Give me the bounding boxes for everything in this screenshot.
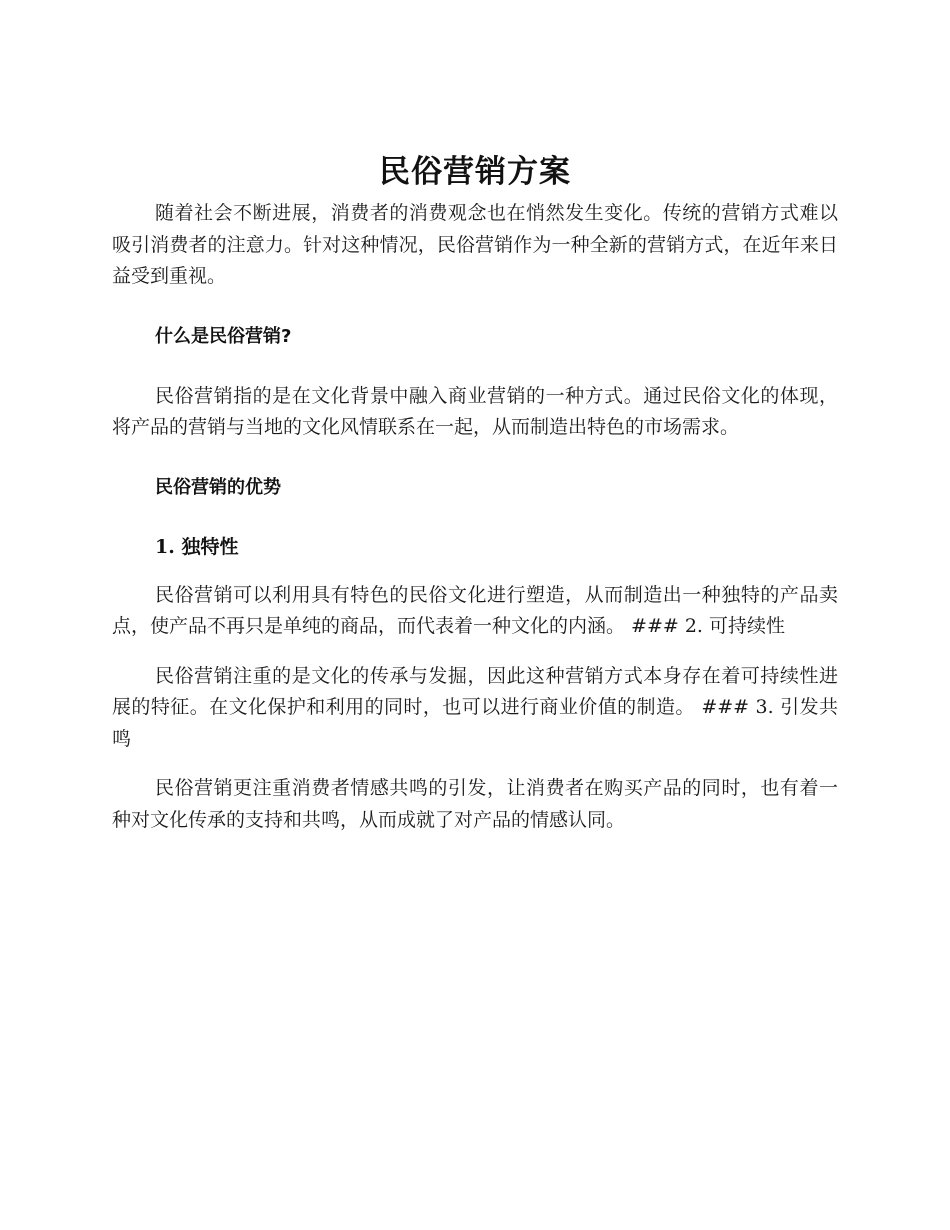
point1-heading: 1. 独特性	[155, 535, 239, 558]
point1-paragraph: 民俗营销可以利用具有特色的民俗文化进行塑造，从而制造出一种独特的产品卖点，使产品不再只是单纯的商品，而代表着一种文化的内涵。 ### 2. 可持续性	[112, 583, 838, 637]
document-title: 民俗营销方案	[379, 154, 571, 190]
point3-paragraph: 民俗营销更注重消费者情感共鸣的引发，让消费者在购买产品的同时，也有着一种对文化传承的支持和共鸣，从而成就了对产品的情感认同。	[112, 777, 838, 831]
document-page	[112, 148, 838, 836]
section-heading-advantages: 民俗营销的优势	[155, 476, 281, 498]
section-heading-what: 什么是民俗营销?	[155, 325, 292, 347]
intro-paragraph: 随着社会不断进展，消费者的消费观念也在悄然发生变化。传统的营销方式难以吸引消费者的注意力。针对这种情况，民俗营销作为一种全新的营销方式，在近年来日益受到重视。	[112, 202, 838, 287]
point2-paragraph: 民俗营销注重的是文化的传承与发掘，因此这种营销方式本身存在着可持续性进展的特征。在文化保护和利用的同时，也可以进行商业价值的制造。 ### 3. 引发共鸣	[112, 664, 838, 750]
what-paragraph: 民俗营销指的是在文化背景中融入商业营销的一种方式。通过民俗文化的体现，将产品的营销与当地的文化风情联系在一起，从而制造出特色的市场需求。	[112, 384, 838, 438]
